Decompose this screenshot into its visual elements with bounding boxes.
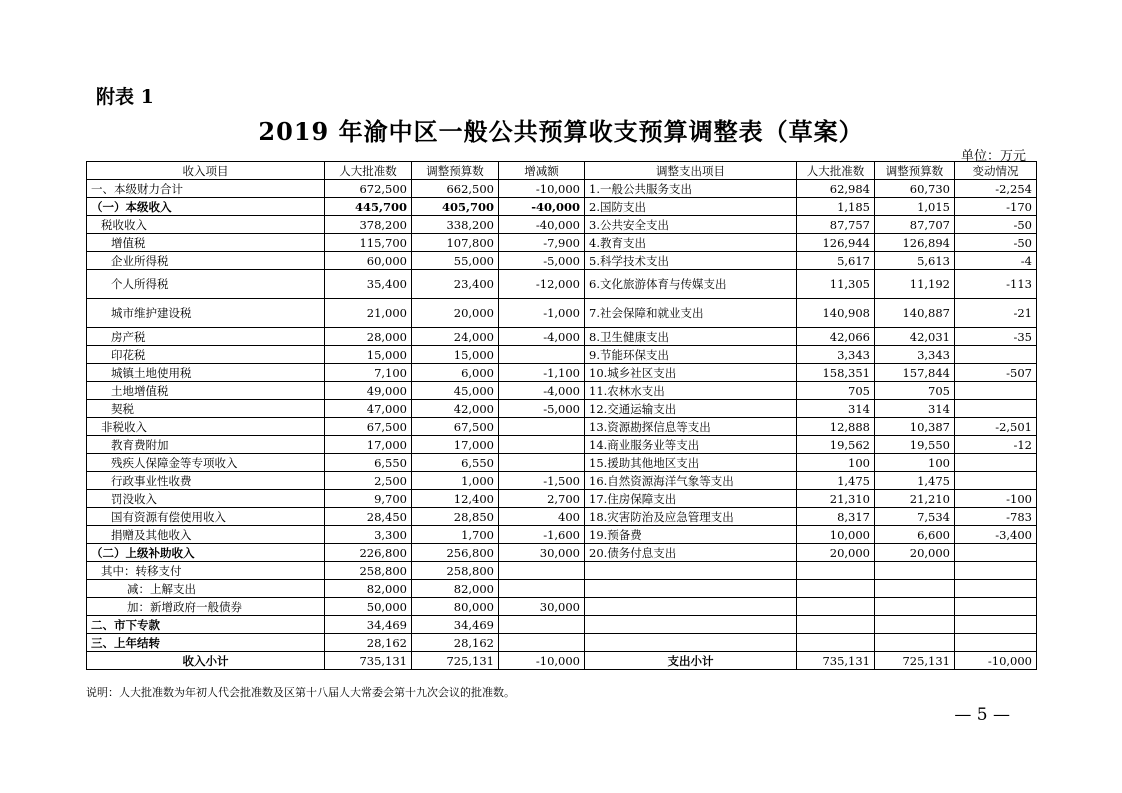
cell-income-adjusted: 6,000 bbox=[412, 364, 499, 382]
cell-income-item: 一、本级财力合计 bbox=[87, 180, 325, 198]
header-income-item: 收入项目 bbox=[87, 162, 325, 180]
cell-expense-change: -100 bbox=[955, 490, 1037, 508]
cell-income-change: -1,100 bbox=[499, 364, 585, 382]
cell-expense-change bbox=[955, 544, 1037, 562]
cell-income-change: -12,000 bbox=[499, 270, 585, 299]
cell-expense-adjusted: 5,613 bbox=[875, 252, 955, 270]
cell-income-approved: 35,400 bbox=[325, 270, 412, 299]
cell-income-approved: 378,200 bbox=[325, 216, 412, 234]
table-row bbox=[87, 562, 1037, 580]
cell-income-adjusted: 67,500 bbox=[412, 418, 499, 436]
table-row bbox=[87, 454, 1037, 472]
cell-income-adjusted: 256,800 bbox=[412, 544, 499, 562]
cell-income-adjusted: 662,500 bbox=[412, 180, 499, 198]
table-row bbox=[87, 508, 1037, 526]
cell-income-item: 二、市下专款 bbox=[87, 616, 325, 634]
cell-income-change: 400 bbox=[499, 508, 585, 526]
cell-expense-approved: 87,757 bbox=[797, 216, 875, 234]
cell-income-item: 印花税 bbox=[87, 346, 325, 364]
table-row bbox=[87, 299, 1037, 328]
cell-expense-item bbox=[585, 616, 797, 634]
table-row bbox=[87, 364, 1037, 382]
cell-income-approved: 3,300 bbox=[325, 526, 412, 544]
cell-income-approved: 6,550 bbox=[325, 454, 412, 472]
cell-income-approved: 49,000 bbox=[325, 382, 412, 400]
cell-expense-adjusted: 157,844 bbox=[875, 364, 955, 382]
cell-expense-change bbox=[955, 616, 1037, 634]
cell-expense-item bbox=[585, 580, 797, 598]
table-row bbox=[87, 526, 1037, 544]
cell-expense-item: 5.科学技术支出 bbox=[585, 252, 797, 270]
cell-income-adjusted: 23,400 bbox=[412, 270, 499, 299]
cell-income-approved: 50,000 bbox=[325, 598, 412, 616]
cell-income-item: 残疾人保障金等专项收入 bbox=[87, 454, 325, 472]
page-number: — 5 — bbox=[954, 705, 1010, 725]
cell-expense-approved: 140,908 bbox=[797, 299, 875, 328]
cell-income-item: 城镇土地使用税 bbox=[87, 364, 325, 382]
cell-income-approved: 17,000 bbox=[325, 436, 412, 454]
cell-income-change bbox=[499, 436, 585, 454]
cell-income-item: 罚没收入 bbox=[87, 490, 325, 508]
cell-income-approved: 21,000 bbox=[325, 299, 412, 328]
cell-income-approved: 258,800 bbox=[325, 562, 412, 580]
cell-income-adjusted: 34,469 bbox=[412, 616, 499, 634]
cell-income-approved: 15,000 bbox=[325, 346, 412, 364]
cell-income-item: 加：新增政府一般债券 bbox=[87, 598, 325, 616]
header-expense-adjusted: 调整预算数 bbox=[875, 162, 955, 180]
cell-expense-change bbox=[955, 562, 1037, 580]
cell-expense-approved: 158,351 bbox=[797, 364, 875, 382]
cell-expense-adjusted bbox=[875, 616, 955, 634]
table-row bbox=[87, 544, 1037, 562]
cell-income-adjusted: 12,400 bbox=[412, 490, 499, 508]
cell-income-approved: 60,000 bbox=[325, 252, 412, 270]
cell-income-change: -10,000 bbox=[499, 180, 585, 198]
cell-expense-adjusted bbox=[875, 562, 955, 580]
table-row bbox=[87, 400, 1037, 418]
cell-expense-approved: 8,317 bbox=[797, 508, 875, 526]
cell-income-approved: 672,500 bbox=[325, 180, 412, 198]
cell-expense-change: -10,000 bbox=[955, 652, 1037, 670]
cell-expense-approved: 705 bbox=[797, 382, 875, 400]
cell-expense-approved bbox=[797, 562, 875, 580]
cell-expense-change bbox=[955, 382, 1037, 400]
cell-income-change: -5,000 bbox=[499, 400, 585, 418]
cell-income-adjusted: 28,850 bbox=[412, 508, 499, 526]
cell-expense-adjusted: 314 bbox=[875, 400, 955, 418]
cell-expense-adjusted: 725,131 bbox=[875, 652, 955, 670]
cell-income-item: 城市维护建设税 bbox=[87, 299, 325, 328]
table-row bbox=[87, 198, 1037, 216]
appendix-label: 附表 1 bbox=[96, 86, 154, 108]
page-title: 2019 年渝中区一般公共预算收支预算调整表（草案） bbox=[258, 117, 864, 146]
cell-expense-approved bbox=[797, 634, 875, 652]
table-row bbox=[87, 490, 1037, 508]
cell-income-change: -10,000 bbox=[499, 652, 585, 670]
cell-expense-adjusted: 126,894 bbox=[875, 234, 955, 252]
cell-expense-item: 6.文化旅游体育与传媒支出 bbox=[585, 270, 797, 299]
cell-expense-approved: 735,131 bbox=[797, 652, 875, 670]
cell-expense-item: 3.公共安全支出 bbox=[585, 216, 797, 234]
cell-income-item: 教育费附加 bbox=[87, 436, 325, 454]
table-header-row bbox=[87, 162, 1037, 180]
cell-income-item: 个人所得税 bbox=[87, 270, 325, 299]
cell-income-adjusted: 24,000 bbox=[412, 328, 499, 346]
cell-income-change bbox=[499, 454, 585, 472]
cell-income-adjusted: 1,000 bbox=[412, 472, 499, 490]
unit-label: 单位：万元 bbox=[960, 149, 1026, 164]
cell-income-adjusted: 6,550 bbox=[412, 454, 499, 472]
cell-income-item: 三、上年结转 bbox=[87, 634, 325, 652]
cell-expense-adjusted: 705 bbox=[875, 382, 955, 400]
cell-income-item: 收入小计 bbox=[87, 652, 325, 670]
cell-income-adjusted: 15,000 bbox=[412, 346, 499, 364]
cell-income-change bbox=[499, 562, 585, 580]
cell-expense-change: -170 bbox=[955, 198, 1037, 216]
cell-income-change: 2,700 bbox=[499, 490, 585, 508]
cell-income-approved: 445,700 bbox=[325, 198, 412, 216]
cell-expense-approved bbox=[797, 580, 875, 598]
cell-expense-change bbox=[955, 400, 1037, 418]
cell-expense-adjusted: 10,387 bbox=[875, 418, 955, 436]
header-income-approved: 人大批准数 bbox=[325, 162, 412, 180]
cell-expense-approved: 42,066 bbox=[797, 328, 875, 346]
cell-expense-adjusted: 140,887 bbox=[875, 299, 955, 328]
cell-expense-item: 1.一般公共服务支出 bbox=[585, 180, 797, 198]
cell-expense-approved: 62,984 bbox=[797, 180, 875, 198]
table-row bbox=[87, 346, 1037, 364]
cell-income-approved: 2,500 bbox=[325, 472, 412, 490]
cell-income-change: 30,000 bbox=[499, 544, 585, 562]
cell-income-item: 减：上解支出 bbox=[87, 580, 325, 598]
cell-income-change: -1,000 bbox=[499, 299, 585, 328]
cell-income-adjusted: 405,700 bbox=[412, 198, 499, 216]
cell-income-approved: 28,162 bbox=[325, 634, 412, 652]
cell-expense-adjusted: 19,550 bbox=[875, 436, 955, 454]
cell-expense-item: 支出小计 bbox=[585, 652, 797, 670]
cell-expense-item: 13.资源勘探信息等支出 bbox=[585, 418, 797, 436]
footnote: 说明：人大批准数为年初人代会批准数及区第十八届人大常委会第十九次会议的批准数。 bbox=[86, 686, 515, 699]
cell-expense-approved: 10,000 bbox=[797, 526, 875, 544]
cell-expense-change: -507 bbox=[955, 364, 1037, 382]
cell-income-change: 30,000 bbox=[499, 598, 585, 616]
cell-income-change: -40,000 bbox=[499, 216, 585, 234]
cell-expense-change bbox=[955, 346, 1037, 364]
cell-income-approved: 67,500 bbox=[325, 418, 412, 436]
cell-expense-adjusted: 87,707 bbox=[875, 216, 955, 234]
cell-income-adjusted: 338,200 bbox=[412, 216, 499, 234]
cell-expense-change: -35 bbox=[955, 328, 1037, 346]
cell-expense-item: 18.灾害防治及应急管理支出 bbox=[585, 508, 797, 526]
cell-expense-change: -3,400 bbox=[955, 526, 1037, 544]
cell-expense-change bbox=[955, 580, 1037, 598]
header-income-change: 增减额 bbox=[499, 162, 585, 180]
cell-expense-change: -50 bbox=[955, 216, 1037, 234]
cell-expense-change: -12 bbox=[955, 436, 1037, 454]
cell-income-adjusted: 42,000 bbox=[412, 400, 499, 418]
cell-expense-item: 9.节能环保支出 bbox=[585, 346, 797, 364]
cell-income-approved: 735,131 bbox=[325, 652, 412, 670]
cell-income-adjusted: 20,000 bbox=[412, 299, 499, 328]
cell-income-adjusted: 258,800 bbox=[412, 562, 499, 580]
cell-income-item: 增值税 bbox=[87, 234, 325, 252]
table-row bbox=[87, 418, 1037, 436]
table-row bbox=[87, 216, 1037, 234]
cell-expense-approved: 5,617 bbox=[797, 252, 875, 270]
cell-expense-adjusted: 1,475 bbox=[875, 472, 955, 490]
cell-expense-adjusted: 42,031 bbox=[875, 328, 955, 346]
cell-income-item: 税收收入 bbox=[87, 216, 325, 234]
cell-expense-item: 19.预备费 bbox=[585, 526, 797, 544]
cell-income-change bbox=[499, 418, 585, 436]
cell-expense-adjusted bbox=[875, 580, 955, 598]
cell-income-change: -4,000 bbox=[499, 382, 585, 400]
cell-expense-adjusted: 11,192 bbox=[875, 270, 955, 299]
cell-expense-approved: 1,475 bbox=[797, 472, 875, 490]
cell-income-approved: 82,000 bbox=[325, 580, 412, 598]
cell-income-adjusted: 725,131 bbox=[412, 652, 499, 670]
cell-expense-adjusted: 1,015 bbox=[875, 198, 955, 216]
cell-expense-item: 7.社会保障和就业支出 bbox=[585, 299, 797, 328]
table-row bbox=[87, 382, 1037, 400]
cell-income-change: -1,600 bbox=[499, 526, 585, 544]
cell-expense-change bbox=[955, 598, 1037, 616]
table-row bbox=[87, 328, 1037, 346]
cell-expense-approved: 1,185 bbox=[797, 198, 875, 216]
cell-expense-approved: 314 bbox=[797, 400, 875, 418]
table-row bbox=[87, 436, 1037, 454]
table-row bbox=[87, 616, 1037, 634]
cell-expense-item: 2.国防支出 bbox=[585, 198, 797, 216]
header-expense-change: 变动情况 bbox=[955, 162, 1037, 180]
cell-expense-change: -2,501 bbox=[955, 418, 1037, 436]
cell-expense-change: -783 bbox=[955, 508, 1037, 526]
cell-expense-item bbox=[585, 598, 797, 616]
cell-income-approved: 9,700 bbox=[325, 490, 412, 508]
cell-expense-change: -50 bbox=[955, 234, 1037, 252]
cell-income-item: 房产税 bbox=[87, 328, 325, 346]
cell-expense-item bbox=[585, 562, 797, 580]
header-expense-item: 调整支出项目 bbox=[585, 162, 797, 180]
cell-expense-adjusted bbox=[875, 634, 955, 652]
cell-income-change: -4,000 bbox=[499, 328, 585, 346]
table-row bbox=[87, 634, 1037, 652]
cell-income-adjusted: 55,000 bbox=[412, 252, 499, 270]
cell-expense-approved: 12,888 bbox=[797, 418, 875, 436]
cell-expense-item: 4.教育支出 bbox=[585, 234, 797, 252]
cell-income-approved: 47,000 bbox=[325, 400, 412, 418]
cell-income-adjusted: 28,162 bbox=[412, 634, 499, 652]
cell-expense-adjusted: 20,000 bbox=[875, 544, 955, 562]
cell-income-item: 国有资源有偿使用收入 bbox=[87, 508, 325, 526]
cell-expense-adjusted: 7,534 bbox=[875, 508, 955, 526]
cell-expense-approved: 20,000 bbox=[797, 544, 875, 562]
cell-expense-item: 20.债务付息支出 bbox=[585, 544, 797, 562]
cell-income-change: -5,000 bbox=[499, 252, 585, 270]
cell-expense-item: 14.商业服务业等支出 bbox=[585, 436, 797, 454]
cell-income-change: -1,500 bbox=[499, 472, 585, 490]
table-row bbox=[87, 234, 1037, 252]
cell-income-approved: 115,700 bbox=[325, 234, 412, 252]
cell-expense-adjusted: 21,210 bbox=[875, 490, 955, 508]
cell-expense-adjusted bbox=[875, 598, 955, 616]
budget-table bbox=[86, 161, 1037, 670]
cell-expense-change bbox=[955, 634, 1037, 652]
cell-expense-item: 12.交通运输支出 bbox=[585, 400, 797, 418]
cell-expense-item: 8.卫生健康支出 bbox=[585, 328, 797, 346]
cell-expense-item bbox=[585, 634, 797, 652]
header-expense-approved: 人大批准数 bbox=[797, 162, 875, 180]
cell-expense-approved: 126,944 bbox=[797, 234, 875, 252]
cell-income-change: -40,000 bbox=[499, 198, 585, 216]
cell-income-item: 非税收入 bbox=[87, 418, 325, 436]
cell-expense-change: -2,254 bbox=[955, 180, 1037, 198]
cell-expense-item: 15.援助其他地区支出 bbox=[585, 454, 797, 472]
cell-expense-adjusted: 100 bbox=[875, 454, 955, 472]
table-row bbox=[87, 270, 1037, 299]
cell-expense-change: -21 bbox=[955, 299, 1037, 328]
table-body bbox=[87, 180, 1037, 670]
header-income-adjusted: 调整预算数 bbox=[412, 162, 499, 180]
cell-expense-item: 10.城乡社区支出 bbox=[585, 364, 797, 382]
cell-income-adjusted: 17,000 bbox=[412, 436, 499, 454]
cell-expense-adjusted: 60,730 bbox=[875, 180, 955, 198]
cell-expense-change bbox=[955, 454, 1037, 472]
cell-income-item: 契税 bbox=[87, 400, 325, 418]
table-row bbox=[87, 472, 1037, 490]
cell-income-approved: 28,450 bbox=[325, 508, 412, 526]
cell-expense-adjusted: 3,343 bbox=[875, 346, 955, 364]
cell-income-change: -7,900 bbox=[499, 234, 585, 252]
cell-expense-change bbox=[955, 472, 1037, 490]
cell-expense-item: 16.自然资源海洋气象等支出 bbox=[585, 472, 797, 490]
cell-income-item: 捐赠及其他收入 bbox=[87, 526, 325, 544]
cell-income-change bbox=[499, 346, 585, 364]
cell-expense-approved: 100 bbox=[797, 454, 875, 472]
cell-expense-approved: 21,310 bbox=[797, 490, 875, 508]
cell-income-adjusted: 1,700 bbox=[412, 526, 499, 544]
table-row bbox=[87, 180, 1037, 198]
cell-income-change bbox=[499, 616, 585, 634]
cell-expense-change: -4 bbox=[955, 252, 1037, 270]
cell-income-item: 企业所得税 bbox=[87, 252, 325, 270]
cell-income-change bbox=[499, 634, 585, 652]
cell-income-adjusted: 45,000 bbox=[412, 382, 499, 400]
cell-income-item: 行政事业性收费 bbox=[87, 472, 325, 490]
cell-expense-item: 17.住房保障支出 bbox=[585, 490, 797, 508]
cell-income-adjusted: 82,000 bbox=[412, 580, 499, 598]
cell-income-item: （二）上级补助收入 bbox=[87, 544, 325, 562]
cell-expense-approved bbox=[797, 616, 875, 634]
cell-expense-item: 11.农林水支出 bbox=[585, 382, 797, 400]
cell-income-item: 土地增值税 bbox=[87, 382, 325, 400]
cell-income-item: （一）本级收入 bbox=[87, 198, 325, 216]
cell-income-approved: 7,100 bbox=[325, 364, 412, 382]
table-row bbox=[87, 598, 1037, 616]
cell-income-item: 其中：转移支付 bbox=[87, 562, 325, 580]
cell-income-approved: 28,000 bbox=[325, 328, 412, 346]
cell-expense-approved: 19,562 bbox=[797, 436, 875, 454]
cell-income-approved: 34,469 bbox=[325, 616, 412, 634]
table-row bbox=[87, 252, 1037, 270]
cell-expense-approved bbox=[797, 598, 875, 616]
cell-income-change bbox=[499, 580, 585, 598]
cell-income-approved: 226,800 bbox=[325, 544, 412, 562]
cell-income-adjusted: 80,000 bbox=[412, 598, 499, 616]
cell-expense-change: -113 bbox=[955, 270, 1037, 299]
table-row bbox=[87, 652, 1037, 670]
cell-income-adjusted: 107,800 bbox=[412, 234, 499, 252]
cell-expense-approved: 3,343 bbox=[797, 346, 875, 364]
table-row bbox=[87, 580, 1037, 598]
cell-expense-approved: 11,305 bbox=[797, 270, 875, 299]
cell-expense-adjusted: 6,600 bbox=[875, 526, 955, 544]
